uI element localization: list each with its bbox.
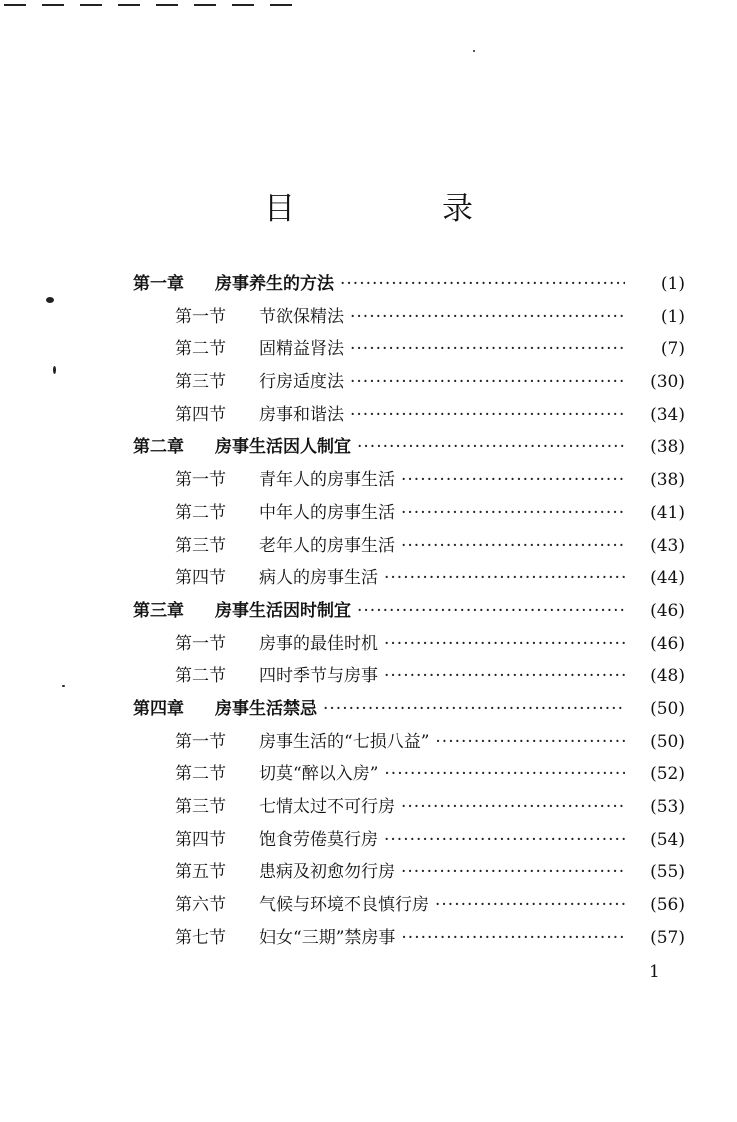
- section-label: 第二节: [175, 502, 226, 523]
- section-label: 第二节: [175, 339, 226, 360]
- toc-page-number: (7): [629, 333, 685, 366]
- toc-page-number: (50): [629, 693, 685, 726]
- chapter-title: 房事养生的方法: [215, 274, 340, 294]
- toc-entry-text: [175, 562, 625, 595]
- toc-section-entry: [133, 824, 685, 857]
- chapter-label: 第四章: [133, 698, 184, 719]
- toc-page-number: (30): [629, 366, 685, 399]
- section-title: 饱食劳倦莫行房: [259, 830, 384, 850]
- scan-speck: [473, 50, 475, 52]
- toc-section-entry: [133, 791, 685, 824]
- toc-page-number: (41): [629, 497, 685, 530]
- section-label: 第五节: [175, 862, 226, 883]
- chapter-title: 房事生活禁忌: [215, 699, 323, 719]
- toc-entry-text: [175, 758, 625, 791]
- toc-entry-text: [175, 889, 625, 922]
- toc-entry-text: [133, 693, 625, 726]
- toc-entry-text: [175, 464, 625, 497]
- scan-speck: [62, 685, 65, 687]
- toc-page-number: (44): [629, 562, 685, 595]
- toc-section-entry: [133, 856, 685, 889]
- toc-section-entry: [133, 889, 685, 922]
- toc-entry-text: [175, 497, 625, 530]
- toc-entry-text: [175, 922, 625, 955]
- section-title: 妇女“三期”禁房事: [259, 928, 401, 948]
- toc-entry-text: [175, 824, 625, 857]
- section-title: 节欲保精法: [259, 307, 350, 327]
- toc-page-number: (46): [629, 628, 685, 661]
- toc-section-entry: [133, 726, 685, 759]
- toc-section-entry: [133, 497, 685, 530]
- section-title: 切莫“醉以入房”: [259, 764, 384, 784]
- section-title: 房事和谐法: [259, 405, 350, 425]
- toc-section-entry: [133, 758, 685, 791]
- section-title: 气候与环境不良慎行房: [259, 895, 435, 915]
- section-label: 第四节: [175, 568, 226, 589]
- toc-section-entry: [133, 333, 685, 366]
- toc-page-number: (43): [629, 530, 685, 563]
- section-label: 第三节: [175, 372, 226, 393]
- section-title: 行房适度法: [259, 372, 350, 392]
- toc-page-number: (52): [629, 758, 685, 791]
- toc-entry-text: [175, 660, 625, 693]
- toc-entry-text: [133, 431, 625, 464]
- toc-entry-text: [133, 595, 625, 628]
- toc-page-number: (48): [629, 660, 685, 693]
- toc-section-entry: [133, 562, 685, 595]
- toc-section-entry: [133, 628, 685, 661]
- toc-entry-text: [175, 530, 625, 563]
- toc-section-entry: [133, 301, 685, 334]
- section-label: 第一节: [175, 731, 226, 752]
- toc-section-entry: [133, 399, 685, 432]
- chapter-label: 第三章: [133, 600, 184, 621]
- toc-section-entry: [133, 660, 685, 693]
- toc-section-entry: [133, 530, 685, 563]
- section-title: 固精益肾法: [259, 339, 350, 359]
- section-label: 第一节: [175, 633, 226, 654]
- section-title: 病人的房事生活: [259, 568, 384, 588]
- section-title: 老年人的房事生活: [259, 536, 401, 556]
- scan-speck: [53, 366, 56, 374]
- toc-chapter-entry: [133, 431, 685, 464]
- toc-page-number: (50): [629, 726, 685, 759]
- section-label: 第三节: [175, 797, 226, 817]
- section-title: 七情太过不可行房: [259, 797, 401, 817]
- section-title: 房事的最佳时机: [259, 634, 384, 654]
- section-title: 房事生活的“七损八益”: [259, 732, 435, 752]
- section-label: 第四节: [175, 829, 226, 850]
- toc-page-number: (56): [629, 889, 685, 922]
- chapter-title: 房事生活因人制宜: [215, 437, 357, 457]
- toc-entry-text: [175, 399, 625, 432]
- toc-page-number: (1): [629, 301, 685, 334]
- section-label: 第四节: [175, 404, 226, 425]
- toc-chapter-entry: [133, 693, 685, 726]
- toc-chapter-entry: [133, 595, 685, 628]
- toc-page-number: (57): [629, 922, 685, 955]
- toc-page-number: (38): [629, 464, 685, 497]
- toc-entry-text: [175, 791, 625, 824]
- toc-page-number: (54): [629, 824, 685, 857]
- toc-page-number: (55): [629, 856, 685, 889]
- page-number: 1: [649, 962, 660, 982]
- section-title: 四时季节与房事: [259, 666, 384, 686]
- section-label: 第一节: [175, 306, 226, 327]
- section-title: 患病及初愈勿行房: [259, 862, 401, 882]
- section-label: 第二节: [175, 666, 226, 687]
- page-title: 目 录: [264, 191, 531, 227]
- toc-page-number: (53): [629, 791, 685, 824]
- section-title: 青年人的房事生活: [259, 470, 401, 490]
- toc-entry-text: [175, 333, 625, 366]
- toc-chapter-entry: [133, 268, 685, 301]
- section-label: 第二节: [175, 764, 226, 785]
- chapter-title: 房事生活因时制宜: [215, 601, 357, 621]
- top-edge-dashes: [4, 4, 292, 6]
- section-label: 第三节: [175, 535, 226, 556]
- section-label: 第一节: [175, 470, 226, 491]
- scan-speck: [46, 297, 54, 303]
- section-label: 第六节: [175, 895, 226, 916]
- toc-entry-text: [175, 628, 625, 661]
- chapter-label: 第一章: [133, 274, 184, 294]
- section-label: 第七节: [175, 927, 226, 948]
- toc-page-number: (34): [629, 399, 685, 432]
- chapter-label: 第二章: [133, 437, 184, 458]
- section-title: 中年人的房事生活: [259, 503, 401, 523]
- toc-section-entry: [133, 464, 685, 497]
- toc-page-number: (38): [629, 431, 685, 464]
- toc-section-entry: [133, 366, 685, 399]
- toc-entry-text: [133, 268, 625, 301]
- toc-entry-text: [175, 301, 625, 334]
- toc-page-number: (1): [629, 268, 685, 301]
- toc-entry-text: [175, 726, 625, 759]
- toc-entry-text: [175, 856, 625, 889]
- table-of-contents: [133, 268, 685, 954]
- toc-entry-text: [175, 366, 625, 399]
- toc-page-number: (46): [629, 595, 685, 628]
- toc-section-entry: [133, 922, 685, 955]
